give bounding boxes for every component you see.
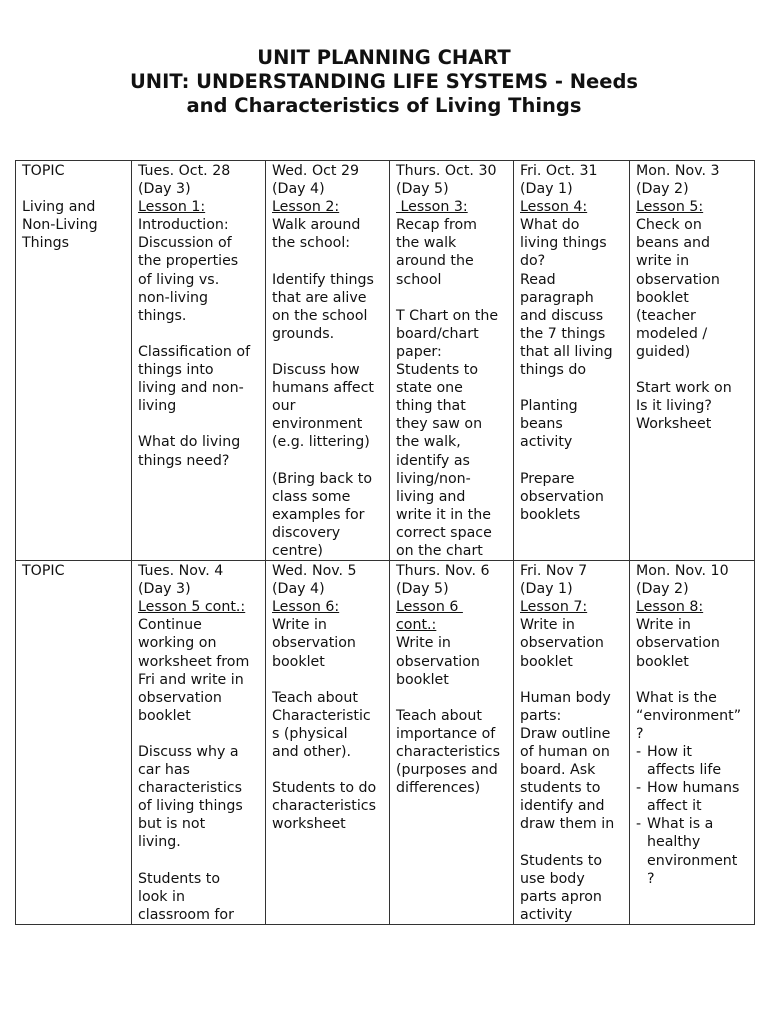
body-line: board. Ask (520, 762, 596, 779)
body-line: living things (520, 235, 607, 252)
body-line: Discuss why a (138, 744, 239, 760)
bullet-text: healthy (647, 834, 701, 851)
lesson-cell (630, 161, 755, 561)
body-line: Write in (636, 617, 691, 634)
body-line: paper: (396, 343, 442, 360)
body-line: characteristics (396, 744, 500, 760)
lesson-date: Fri. Oct. 31 (520, 163, 598, 179)
body-line: observation (138, 689, 222, 706)
lesson-date: Wed. Oct 29 (272, 163, 360, 179)
body-line: humans affect (272, 380, 374, 397)
body-line: booklet (272, 653, 325, 670)
blank-line (272, 671, 384, 689)
lesson-title: Lesson 7: (520, 599, 588, 616)
body-line: thing that (396, 398, 466, 415)
lesson-body (636, 616, 749, 743)
blank-line (520, 671, 624, 689)
body-line: (purposes and (396, 762, 498, 779)
bullet-item (636, 815, 749, 887)
lesson-body (520, 616, 624, 924)
blank-line (22, 180, 126, 198)
body-line: Write in (520, 617, 575, 634)
bullet-text: environment (647, 852, 738, 869)
body-line: importance of (396, 725, 496, 742)
lesson-body (520, 216, 624, 524)
body-line: Write in (272, 617, 327, 634)
body-line: the walk, (396, 434, 461, 451)
body-line: differences) (396, 780, 481, 797)
blank-line (636, 361, 749, 379)
body-line: What is the (636, 689, 717, 706)
body-line: things into (138, 362, 214, 379)
lesson-body (138, 616, 260, 924)
blank-line (272, 343, 384, 361)
body-line: Planting (520, 398, 578, 415)
bullet-item (636, 779, 749, 815)
body-line: Read (520, 271, 556, 288)
body-line: beans and (636, 235, 711, 252)
body-line: state one (396, 380, 463, 397)
body-line: write it in the (396, 506, 491, 523)
body-line: around the (396, 253, 474, 270)
body-line: correct space (396, 524, 492, 541)
body-line: of human on (520, 744, 610, 760)
body-line: What do living (138, 434, 241, 451)
lesson-day: (Day 5) (396, 181, 449, 198)
lesson-title: Lesson 6 (396, 599, 463, 616)
body-line: identify as (396, 452, 470, 469)
lesson-day: (Day 4) (272, 181, 325, 198)
body-line: that are alive (272, 289, 367, 306)
lesson-cell (390, 161, 514, 561)
lesson-body (138, 216, 260, 469)
body-line: and other). (272, 744, 352, 760)
lesson-cell (266, 161, 390, 561)
body-line: Classification of (138, 343, 251, 360)
lesson-body (272, 616, 384, 833)
body-line: ? (636, 725, 644, 742)
body-line: the 7 things (520, 325, 606, 342)
lesson-cell (514, 561, 630, 925)
lesson-cell (630, 561, 755, 925)
table-row (16, 161, 755, 561)
bullet-text: How humans (647, 780, 740, 797)
blank-line (138, 325, 260, 343)
lesson-date: Mon. Nov. 3 (636, 163, 720, 179)
body-line: (e.g. littering) (272, 434, 370, 451)
lesson-day: (Day 2) (636, 581, 689, 598)
topic-cell (16, 561, 132, 925)
body-line: worksheet (272, 816, 346, 833)
bullet-text: ? (647, 870, 655, 887)
lesson-body (396, 634, 508, 797)
body-line: of living vs. (138, 271, 220, 288)
bullet-text: What is a (647, 816, 714, 833)
body-line: Human body (520, 689, 611, 706)
body-line: but is not (138, 816, 206, 833)
body-line: observation (636, 635, 720, 652)
body-line: board/chart (396, 325, 479, 342)
lesson-body (272, 216, 384, 560)
blank-line (138, 415, 260, 433)
body-line: Recap from (396, 217, 477, 234)
body-line: observation (520, 488, 604, 505)
body-line: living. (138, 834, 181, 851)
body-line: things do (520, 362, 587, 379)
body-line: parts apron (520, 888, 602, 905)
table-row (16, 561, 755, 925)
body-line: Start work on (636, 380, 732, 397)
body-line: What do (520, 217, 580, 234)
body-line: booklet (138, 707, 191, 724)
body-line: Continue (138, 617, 202, 634)
document-title (0, 46, 768, 118)
unit-planning-table (15, 160, 755, 925)
body-line: booklet (396, 671, 449, 688)
body-line: booklet (520, 653, 573, 670)
lesson-title: Lesson 1: (138, 199, 206, 216)
lesson-date: Fri. Nov 7 (520, 563, 588, 580)
body-line: centre) (272, 542, 323, 559)
body-line: Write in (396, 635, 451, 652)
body-line: observation (520, 635, 604, 652)
body-line: non-living (138, 289, 209, 306)
topic-label: TOPIC (22, 563, 65, 580)
body-line: they saw on (396, 416, 483, 433)
topic-name-line: Living and (22, 199, 96, 216)
body-line: Walk around (272, 217, 361, 234)
lesson-date: Thurs. Nov. 6 (396, 563, 490, 580)
body-line: class some (272, 488, 351, 505)
body-line: activity (520, 434, 573, 451)
body-line: worksheet from (138, 653, 250, 670)
blank-line (138, 725, 260, 743)
topic-name-line: Non-Living (22, 217, 98, 234)
lesson-day: (Day 3) (138, 581, 191, 598)
bullet-text: affects life (647, 762, 722, 779)
lesson-day: (Day 2) (636, 181, 689, 198)
lesson-cell (132, 161, 266, 561)
body-line: living and non- (138, 380, 244, 397)
body-line: Discuss how (272, 362, 360, 379)
lesson-title: Lesson 3: (396, 199, 468, 216)
body-line: environment (272, 416, 363, 433)
body-line: Introduction: (138, 217, 229, 234)
title-line-1: UNIT PLANNING CHART (257, 46, 511, 69)
lesson-cell (132, 561, 266, 925)
body-line: “environment” (636, 707, 742, 724)
body-line: guided) (636, 343, 691, 360)
lesson-title: Lesson 4: (520, 199, 588, 216)
body-line: Prepare (520, 470, 575, 487)
body-line: Students to (138, 870, 220, 887)
lesson-title-cont: cont.: (396, 617, 437, 634)
body-line: booklets (520, 506, 581, 523)
body-line: paragraph (520, 289, 594, 306)
lesson-title: Lesson 2: (272, 199, 340, 216)
bullet-list (636, 743, 749, 888)
body-line: things need? (138, 452, 230, 469)
lesson-title: Lesson 6: (272, 599, 340, 616)
body-line: students to (520, 780, 601, 797)
body-line: Students to (520, 852, 602, 869)
body-line: characteristics (138, 780, 242, 797)
bullet-text: How it (647, 744, 692, 760)
body-line: s (physical (272, 725, 348, 742)
body-line: Students to (396, 362, 478, 379)
body-line: observation (272, 635, 356, 652)
body-line: (teacher (636, 307, 696, 324)
body-line: discovery (272, 524, 341, 541)
body-line: observation (636, 271, 720, 288)
lesson-day: (Day 4) (272, 581, 325, 598)
body-line: examples for (272, 506, 365, 523)
blank-line (272, 761, 384, 779)
body-line: Teach about (396, 707, 482, 724)
topic-cell (16, 161, 132, 561)
body-line: parts: (520, 707, 562, 724)
lesson-title: Lesson 5: (636, 199, 704, 216)
lesson-cell (266, 561, 390, 925)
blank-line (272, 452, 384, 470)
lesson-title: Lesson 8: (636, 599, 704, 616)
blank-line (520, 379, 624, 397)
body-line: Identify things (272, 271, 374, 288)
blank-line (636, 671, 749, 689)
lesson-date: Thurs. Oct. 30 (396, 163, 497, 179)
lesson-date: Tues. Oct. 28 (138, 163, 231, 179)
body-line: (Bring back to (272, 470, 373, 487)
body-line: on the chart (396, 542, 483, 559)
lesson-title: Lesson 5 cont.: (138, 599, 246, 616)
body-line: Worksheet (636, 416, 712, 433)
body-line: write in (636, 253, 690, 270)
blank-line (520, 452, 624, 470)
body-line: Draw outline (520, 725, 611, 742)
body-line: do? (520, 253, 546, 270)
lesson-day: (Day 1) (520, 181, 573, 198)
body-line: living (138, 398, 177, 415)
title-line-3: and Characteristics of Living Things (186, 94, 582, 117)
body-line: living and (396, 488, 466, 505)
lesson-date: Wed. Nov. 5 (272, 563, 357, 580)
blank-line (396, 289, 508, 307)
blank-line (520, 833, 624, 851)
body-line: characteristics (272, 798, 376, 815)
body-line: draw them in (520, 816, 615, 833)
body-line: booklet (636, 289, 689, 306)
blank-line (138, 852, 260, 870)
topic-label: TOPIC (22, 163, 65, 179)
blank-line (272, 252, 384, 270)
lesson-cell (514, 161, 630, 561)
body-line: Students to do (272, 780, 377, 797)
body-line: Discussion of (138, 235, 232, 252)
body-line: working on (138, 635, 217, 652)
body-line: modeled / (636, 325, 708, 342)
body-line: our (272, 398, 296, 415)
body-line: Is it living? (636, 398, 712, 415)
lesson-day: (Day 5) (396, 581, 449, 598)
lesson-body (636, 216, 749, 433)
body-line: the school: (272, 235, 351, 252)
blank-line (396, 689, 508, 707)
body-line: car has (138, 762, 190, 779)
title-line-2: UNIT: UNDERSTANDING LIFE SYSTEMS - Needs (129, 70, 639, 93)
body-line: booklet (636, 653, 689, 670)
body-line: Teach about (272, 689, 358, 706)
lesson-body (396, 216, 508, 560)
body-line: classroom for (138, 906, 234, 923)
body-line: that all living (520, 343, 613, 360)
body-line: of living things (138, 798, 243, 815)
lesson-day: (Day 3) (138, 181, 191, 198)
body-line: Characteristic (272, 707, 371, 724)
body-line: beans (520, 416, 563, 433)
lesson-date: Mon. Nov. 10 (636, 563, 729, 580)
body-line: and discuss (520, 307, 604, 324)
topic-name-line: Things (22, 235, 69, 252)
body-line: T Chart on the (396, 307, 499, 324)
body-line: Fri and write in (138, 671, 244, 688)
body-line: on the school (272, 307, 368, 324)
lesson-day: (Day 1) (520, 581, 573, 598)
body-line: identify and (520, 798, 605, 815)
body-line: the walk (396, 235, 457, 252)
lesson-date: Tues. Nov. 4 (138, 563, 224, 580)
body-line: observation (396, 653, 480, 670)
body-line: use body (520, 870, 585, 887)
body-line: the properties (138, 253, 239, 270)
body-line: school (396, 271, 442, 288)
body-line: living/non- (396, 470, 471, 487)
body-line: activity (520, 906, 573, 923)
body-line: Check on (636, 217, 702, 234)
body-line: grounds. (272, 325, 335, 342)
lesson-cell (390, 561, 514, 925)
bullet-text: affect it (647, 798, 702, 815)
body-line: things. (138, 307, 187, 324)
body-line: look in (138, 888, 185, 905)
bullet-item (636, 743, 749, 779)
